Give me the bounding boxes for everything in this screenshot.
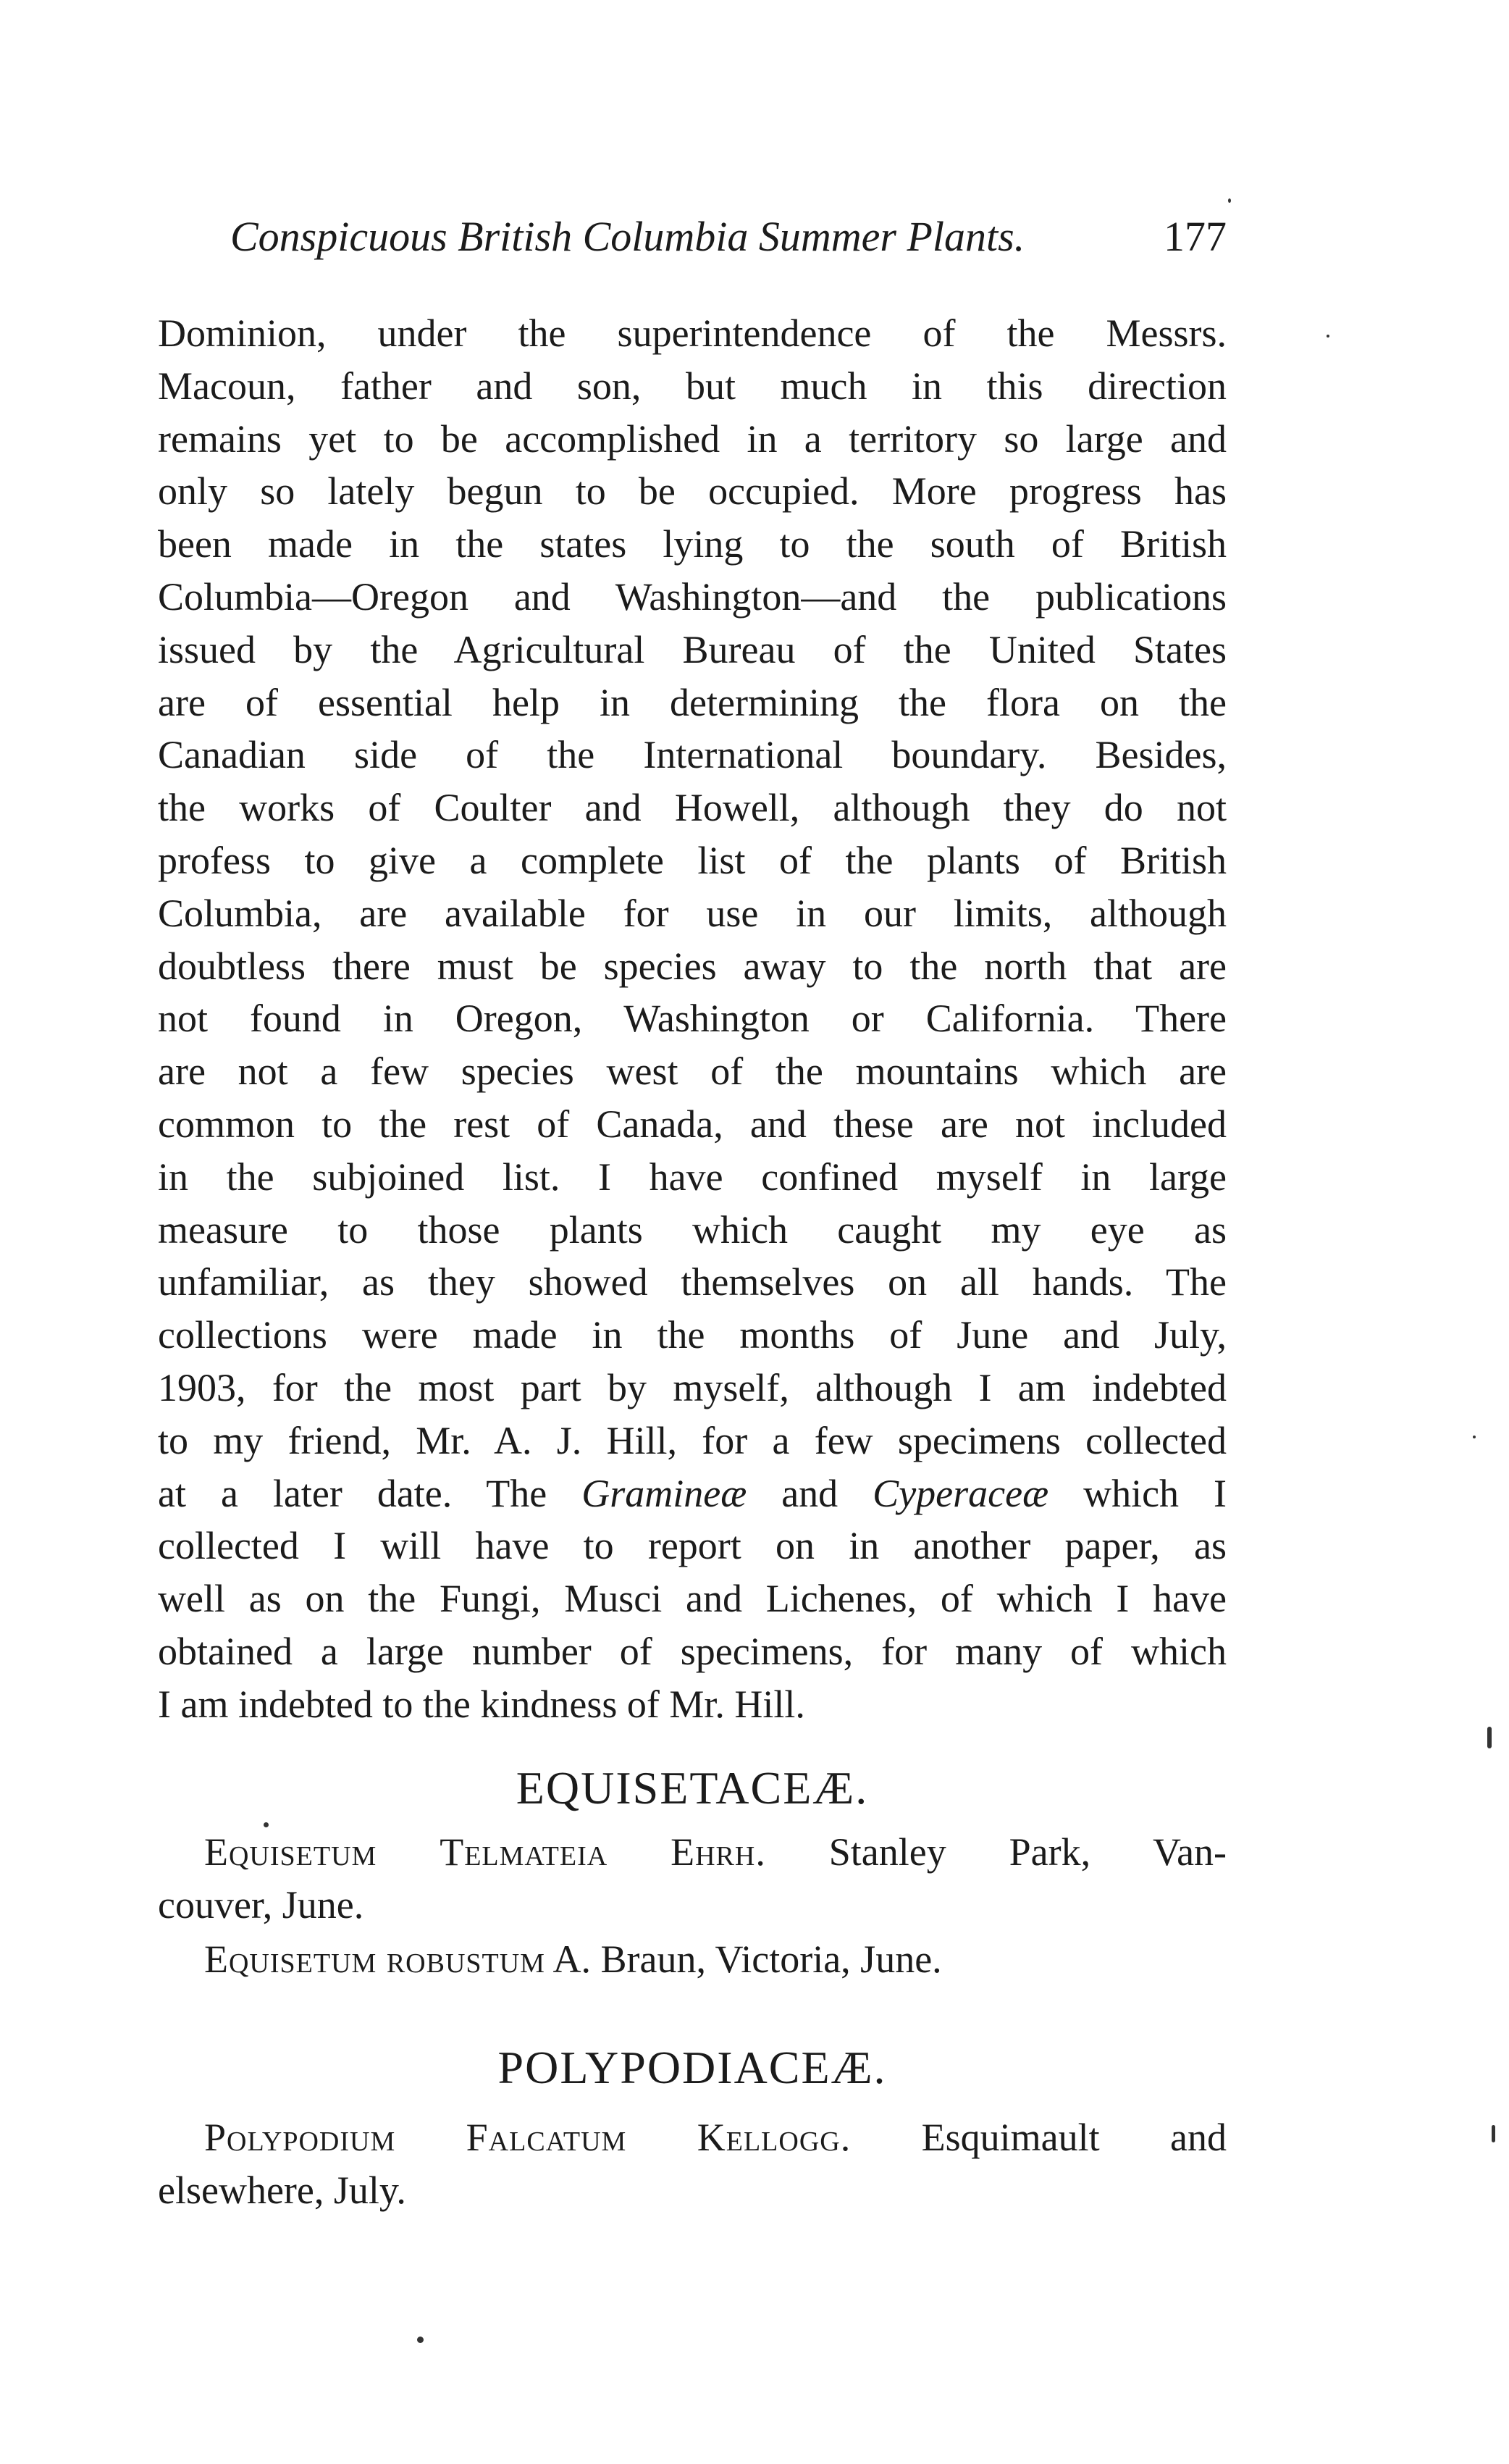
running-title: Conspicuous British Columbia Summer Plants. xyxy=(230,213,1025,260)
text-line: obtained a large number of specimens, for many of which xyxy=(158,1629,1227,1673)
text-line: I am indebted to the kindness of Mr. Hill. xyxy=(158,1682,805,1726)
text-line: Dominion, under the superintendence of the Messrs. xyxy=(158,311,1227,355)
entry-line: couver, June. xyxy=(158,1882,364,1927)
locality: , Victoria, June. xyxy=(696,1937,942,1981)
species-entry xyxy=(158,1825,1227,1931)
entry-line: elsewhere, July. xyxy=(158,2168,406,2212)
species-name: Telmateia xyxy=(440,1830,608,1874)
text-line: common to the rest of Canada, and these are not included xyxy=(158,1102,1227,1146)
species-entry xyxy=(158,2111,1227,2216)
text-line: to my friend, Mr. A. J. Hill, for a few specimens collected xyxy=(158,1418,1227,1462)
text-line: collected I will have to report on in another paper, as xyxy=(158,1524,1227,1568)
genus-name: Equisetum xyxy=(204,1830,377,1874)
text-line: only so lately begun to be occupied. More progress has xyxy=(158,469,1227,514)
text-line: Columbia, are available for use in our limits, although xyxy=(158,891,1227,935)
text-line: been made in the states lying to the south of British xyxy=(158,522,1227,566)
text-line: Macoun, father and son, but much in this direction xyxy=(158,364,1227,408)
text-line: not found in Oregon, Washington or California. There xyxy=(158,997,1227,1041)
authority: A. Braun xyxy=(552,1937,697,1981)
species-name: Falcatum xyxy=(466,2116,627,2159)
print-speck xyxy=(264,1822,269,1827)
entry-line xyxy=(158,1825,1227,1878)
print-speck xyxy=(1473,1436,1476,1438)
text-line: measure to those plants which caught my eye as xyxy=(158,1207,1227,1252)
print-speck xyxy=(417,2337,424,2343)
print-speck xyxy=(1492,2125,1495,2142)
text-line: Columbia—Oregon and Washington—and the publications xyxy=(158,574,1227,619)
running-header xyxy=(230,204,1227,269)
print-speck xyxy=(1228,198,1231,203)
genus-name: Polypodium xyxy=(204,2116,396,2159)
text-line: unfamiliar, as they showed themselves on all hands. The xyxy=(158,1260,1227,1304)
print-speck xyxy=(1487,1727,1492,1748)
text-line: profess to give a complete list of the plants of British xyxy=(158,838,1227,882)
text-line: are of essential help in determining the flora on the xyxy=(158,680,1227,724)
species-entry xyxy=(158,1932,1227,1985)
text-line: well as on the Fungi, Musci and Lichenes, of which I have xyxy=(158,1577,1227,1621)
authority: Kellogg. xyxy=(697,2116,852,2159)
species-name: robustum xyxy=(386,1937,545,1981)
text-line: the works of Coulter and Howell, although they do not xyxy=(158,786,1227,830)
text-line: issued by the Agricultural Bureau of the United States xyxy=(158,627,1227,671)
locality: Stanley Park, Van- xyxy=(828,1830,1227,1874)
text-line: are not a few species west of the mountains which are xyxy=(158,1049,1227,1094)
genus-name: Equisetum xyxy=(204,1937,377,1981)
locality: Esquimault and xyxy=(921,2116,1227,2159)
print-speck xyxy=(1327,335,1329,338)
text-line: in the subjoined list. I have confined myself in large xyxy=(158,1155,1227,1199)
section-heading: EQUISETACEÆ. xyxy=(516,1762,869,1814)
text-line: at a later date. The Gramineæ and Cyperaceæ which I xyxy=(158,1471,1227,1515)
page-number: 177 xyxy=(1164,213,1227,260)
text-line: doubtless there must be species away to the north that are xyxy=(158,944,1227,988)
text-line: remains yet to be accomplished in a territory so large and xyxy=(158,416,1227,461)
section-heading: POLYPODIACEÆ. xyxy=(497,2042,887,2093)
authority: Ehrh. xyxy=(671,1830,766,1874)
italic-term: Gramineæ xyxy=(581,1471,747,1515)
italic-term: Cyperaceæ xyxy=(873,1471,1049,1515)
text-line: 1903, for the most part by myself, although I am indebted xyxy=(158,1365,1227,1409)
text-line: Canadian side of the International boundary. Besides, xyxy=(158,733,1227,777)
entry-line xyxy=(158,1932,1227,1985)
body-paragraph xyxy=(158,307,1227,1731)
text-line: collections were made in the months of June and July, xyxy=(158,1313,1227,1357)
entry-line xyxy=(158,2111,1227,2163)
